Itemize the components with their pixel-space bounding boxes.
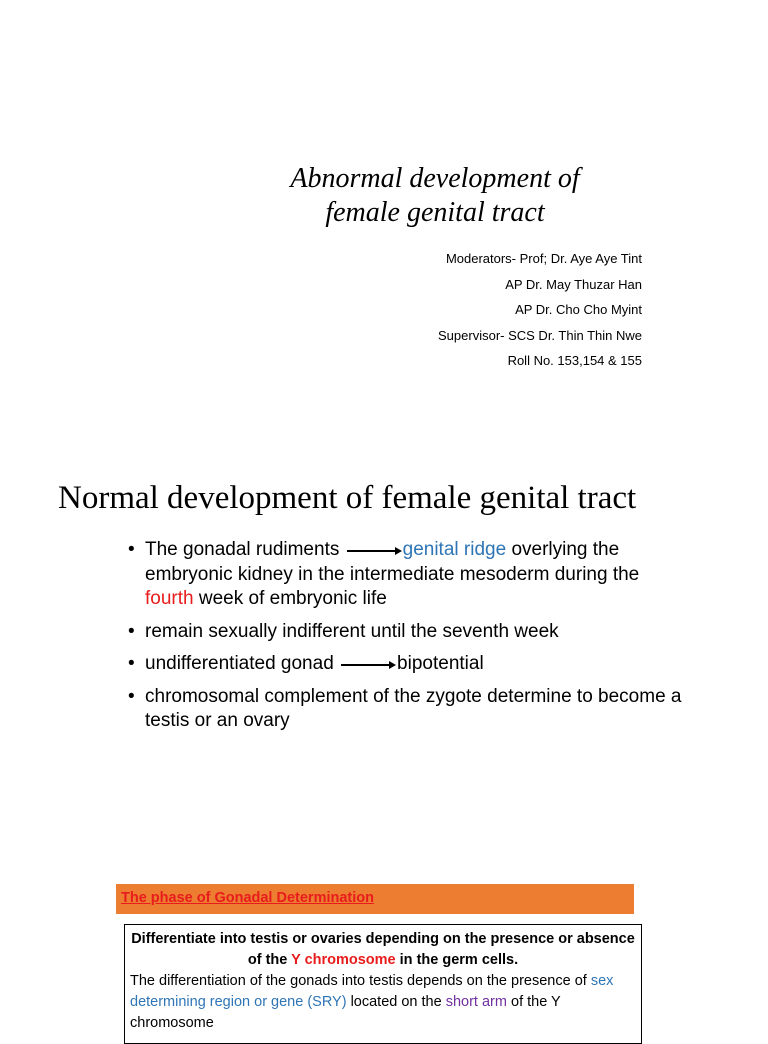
bullet-1-text-fourth: fourth [145,588,194,609]
bullet-2-text: remain sexually indifferent until the seventh week [145,620,559,642]
bullet-dot: • [128,653,135,674]
bullet-3-text-b: bipotential [397,653,484,674]
slide-title [0,0,768,440]
credit-moderator-1: Moderators- Prof; Dr. Aye Aye Tint [445,251,642,266]
box-bold-text-b: in the germ cells. [399,952,519,968]
arrow-right-icon [345,544,403,556]
box-short-arm-text: short arm [445,994,507,1010]
bullet-item-2 [128,620,688,645]
phase-title: The phase of Gonadal Determination [121,890,374,906]
bullet-item-4 [128,685,688,734]
title-line-1: Abnormal development of [290,163,580,194]
box-bold-text-a: Differentiate into testis or ovaries depending on the presence or absence of the [131,931,635,968]
bullet-1-text-genital-ridge: genital ridge [402,539,507,560]
box-body-paragraph [130,971,636,1034]
box-bold-paragraph [130,929,636,971]
credit-supervisor: Supervisor- SCS Dr. Thin Thin Nwe [438,327,642,343]
bullet-dot: • [128,620,135,642]
bullet-item-1 [128,538,688,612]
slide-normal-development [0,440,768,840]
bullet-4-text: chromosomal complement of the zygote determine to become a testis or an ovary [145,685,682,731]
slide-title-heading [230,162,640,230]
credit-roll-no: Roll No. 153,154 & 155 [507,353,642,368]
box-body-text-c: of the Y chromosome [130,994,561,1031]
bullet-dot: • [128,685,135,707]
phase-title-bar [116,884,634,914]
bullet-1-text-a: The gonadal rudiments [145,539,340,560]
title-line-2: female genital tract [325,197,545,228]
slide-2-heading: Normal development of female genital tract [58,480,637,516]
arrow-right-icon [339,658,397,670]
credit-moderator-2: AP Dr. May Thuzar Han [505,276,642,292]
slide-gonadal-determination [0,840,768,1031]
bullet-1-text-c: week of embryonic life [198,588,387,609]
bullet-3-text-a: undifferentiated gonad [145,653,334,674]
bullet-dot: • [128,539,135,560]
credits-list [438,246,642,374]
definition-box [124,924,642,1044]
bullet-list [128,538,688,742]
box-body-text-b: located on the [350,994,442,1010]
bullet-1-text-b: overlying the embryonic kidney in the intermediate mesoderm during the [145,539,640,585]
box-y-chromosome: Y chromosome [291,952,396,968]
credit-moderator-3: AP Dr. Cho Cho Myint [515,302,642,317]
box-sry-text: sex determining region or gene (SRY) [130,973,614,1010]
box-body-text-a: The differentiation of the gonads into testis depends on the presence of [130,973,587,989]
bullet-item-3 [128,652,688,677]
